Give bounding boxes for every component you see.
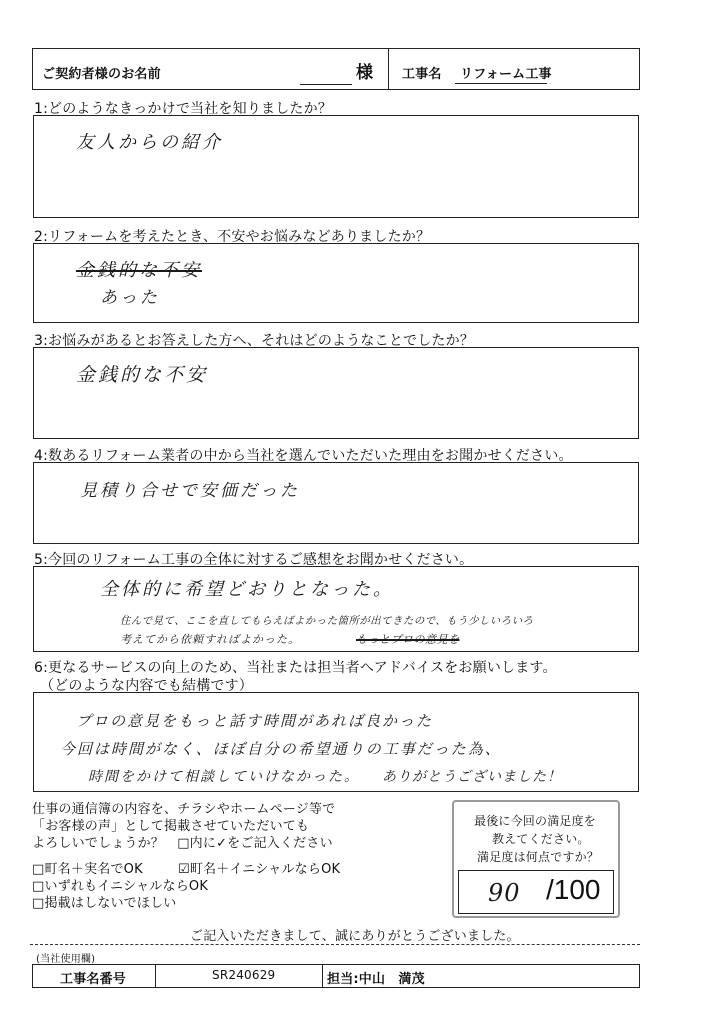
project-name-value: リフォーム工事	[460, 67, 552, 82]
consent-line-2: 「お客様の声」として掲載させていただいても	[32, 819, 310, 834]
consent-option-4[interactable]: □掲載はしないでほしい	[32, 896, 177, 911]
office-divider-1	[155, 964, 156, 988]
project-name-underline	[455, 83, 547, 84]
answer-5-line-3: 考えてから依頼すればよかった。	[120, 633, 300, 646]
question-6-label: 6:更なるサービスの向上のため、当社または担当者へアドバイスをお願いします。	[34, 660, 557, 676]
staff-label: 担当:中山 満茂	[327, 972, 425, 987]
answer-1-line-1: 友人からの紹介	[76, 132, 223, 153]
question-3-label: 3:お悩みがあるとお答えした方へ、それはどのようなことでしたか？	[34, 333, 475, 349]
satisfaction-max: /100	[546, 874, 601, 905]
consent-line-1: 仕事の通信簿の内容を、チラシやホームページ等で	[32, 802, 336, 817]
consent-option-1[interactable]: □町名＋実名でOK	[32, 862, 143, 877]
answer-6-line-2: 今回は時間がなく、ほぼ自分の希望通りの工事だった為、	[60, 740, 502, 758]
answer-2-line-1: あった	[100, 288, 160, 308]
project-name-label: 工事名	[402, 67, 442, 82]
consent-option-3[interactable]: □いずれもイニシャルならOK	[32, 879, 209, 894]
closing-message: ご記入いただきまして、誠にありがとうございました。	[190, 929, 520, 944]
answer-4-line-1: 見積り合せで安価だった	[80, 481, 300, 501]
question-6-sublabel: （どのような内容でも結構です）	[40, 678, 253, 694]
answer-5-struck: もっとプロの意見を	[356, 633, 460, 646]
project-number-value: SR240629	[212, 968, 276, 982]
answer-3-line-1: 金銭的な不安	[76, 364, 209, 386]
header-divider	[388, 48, 389, 90]
satisfaction-line-2: 教えてください。	[492, 832, 590, 846]
customer-name-label: ご契約者様のお名前	[42, 67, 161, 82]
answer-6-line-1: プロの意見をもっと話す時間があれば良かった	[76, 712, 434, 730]
answer-5-line-2: 住んで見て、ここを直してもらえばよかった箇所が出てきたので、もう少しいろいろ	[120, 615, 534, 627]
satisfaction-score: 90	[488, 879, 521, 907]
satisfaction-line-1: 最後に今回の満足度を	[474, 814, 597, 828]
office-use-label: (当社使用欄)	[36, 954, 96, 965]
question-1-label: 1:どのようなきっかけで当社を知りましたか？	[34, 101, 333, 117]
project-number-label: 工事名番号	[60, 972, 127, 987]
answer-5-line-1: 全体的に希望どおりとなった。	[100, 579, 394, 600]
answer-6-line-3: 時間をかけて相談していけなかった。	[88, 769, 360, 785]
consent-line-3: よろしいでしょうか？ □内に✓をご記入ください	[32, 836, 333, 851]
answer-6-thanks: ありがとうございました！	[382, 769, 562, 785]
office-divider-2	[322, 964, 323, 988]
answer-2-struck: 金銭的な不安	[76, 260, 202, 281]
question-2-label: 2:リフォームを考えたとき、不安やお悩みなどありましたか？	[34, 229, 431, 245]
honorific: 様	[356, 63, 373, 83]
question-4-label: 4:数あるリフォーム業者の中から当社を選んでいただいた理由をお聞かせください。	[34, 448, 573, 464]
consent-option-2[interactable]: ☑町名＋イニシャルならOK	[178, 862, 341, 877]
question-5-label: 5:今回のリフォーム工事の全体に対するご感想をお聞かせください。	[34, 552, 474, 568]
customer-name-field[interactable]	[300, 84, 352, 85]
cut-line	[30, 944, 640, 945]
answer-box-4[interactable]	[33, 462, 639, 544]
satisfaction-line-3: 満足度は何点ですか？	[477, 850, 600, 864]
